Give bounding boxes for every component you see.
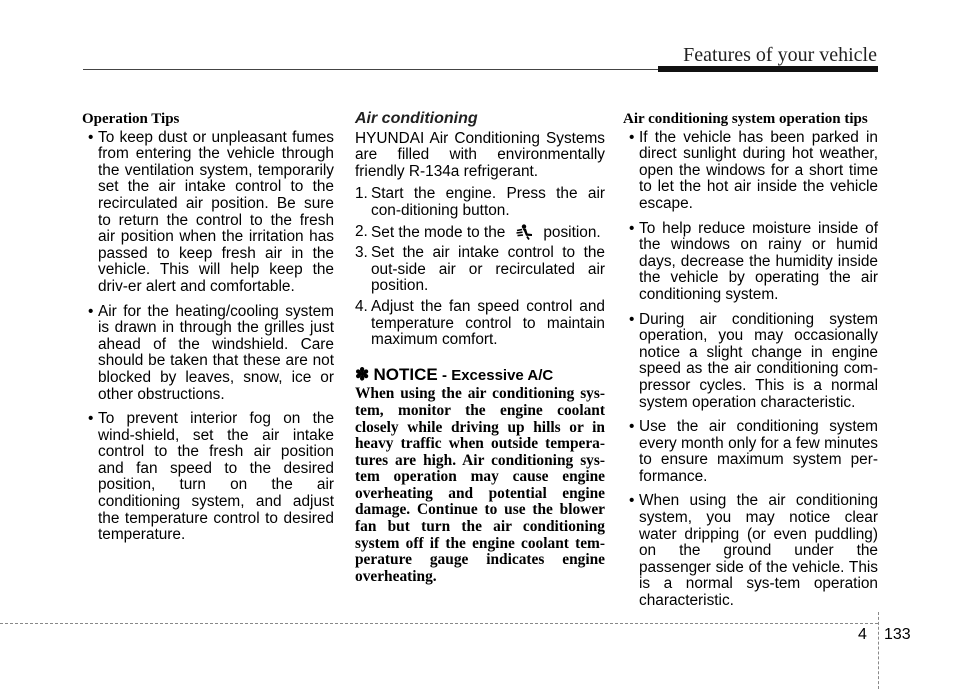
air-conditioning-heading: Air conditioning: [355, 110, 478, 127]
step-text: Start the engine. Press the air con-ditioning button.: [371, 185, 605, 219]
notice-star-icon: ✽: [355, 364, 370, 384]
column-ac-operation-tips: [623, 111, 878, 618]
page-number: 133: [884, 626, 911, 643]
step-item: [355, 245, 605, 295]
column-air-conditioning: [355, 111, 605, 585]
notice-word: NOTICE: [373, 364, 438, 384]
list-item: • To keep dust or unpleasant fumes from entering the vehicle through the ventilation system, temporarily set the air intake control to the recirculated air position. Be sure to return the control to the fresh air position when the irritation has passed to keep fresh air in the vehicle. This will help keep the driv-er alert and comfortable.: [82, 130, 334, 296]
vent-mode-icon: [515, 224, 535, 240]
list-item: • To help reduce moisture inside of the windows on rainy or humid days, decrease the humidity inside the vehicle by operating the air conditioning system.: [623, 221, 878, 304]
step-item: [355, 299, 605, 349]
air-conditioning-steps: [355, 186, 605, 348]
ac-operation-tips-list: [623, 130, 878, 610]
list-item: • Air for the heating/cooling system is drawn in through the grilles just ahead of the windshield. Care should be taken that these are not blocked by leaves, snow, ice or other obstructions.: [82, 304, 334, 404]
header-rule-accent: [658, 66, 878, 72]
chapter-number: 4: [858, 626, 867, 643]
step-text: Adjust the fan speed control and temperature control to maintain maximum comfort.: [371, 297, 605, 349]
operation-tips-list: [82, 130, 334, 544]
notice-body: When using the air conditioning sys-tem, monitor the engine coolant closely while driving up hills or in heavy traffic when outside tempera-tures are high. Air conditioning sys-tem operation may cause engine overheating and potential engine damage. Continue to use the blower fan but turn the air conditioning system off if the engine coolant tem-perature gauge indicates engine overheating.: [355, 385, 605, 585]
air-conditioning-intro: HYUNDAI Air Conditioning Systems are filled with environmentally friendly R-134a refrigerant.: [355, 129, 605, 180]
step-number: 4.: [355, 297, 368, 315]
list-item: • Use the air conditioning system every month only for a few minutes to ensure maximum system per-formance.: [623, 419, 878, 485]
list-item: • If the vehicle has been parked in direct sunlight during hot weather, open the windows for a short time to let the hot air inside the vehicle escape.: [623, 130, 878, 213]
operation-tips-heading: Operation Tips: [82, 111, 180, 127]
list-item: • During air conditioning system operation, you may occasionally notice a slight change in engine speed as the air conditioning com-pressor cycles. This is a normal system operation characteristic.: [623, 312, 878, 412]
page-number-divider: [878, 612, 879, 689]
column-operation-tips: [82, 111, 334, 552]
step-text: Set the air intake control to the out-side air or recirculated air position.: [371, 244, 605, 295]
list-item: • When using the air conditioning system, you may notice clear water dripping (or even puddling) on the ground under the passenger side of the vehicle. This is a normal sys-tem operation characteristic.: [623, 493, 878, 609]
list-item: • To prevent interior fog on the wind-shield, set the air intake control to the fresh air position and fan speed to the desired position, turn on the air conditioning system, and adjust the temperature control to desired temperature.: [82, 411, 334, 544]
step-item: [355, 186, 605, 219]
step-number: 3.: [355, 244, 368, 262]
step-item: [355, 224, 605, 242]
header-section-title: Features of your vehicle: [683, 44, 877, 66]
step-number: 2.: [355, 222, 368, 240]
footer-rule: [0, 623, 878, 624]
notice-subtitle: - Excessive A/C: [442, 366, 554, 384]
step-text: Set the mode to the: [371, 223, 506, 241]
step-text-after: position.: [543, 223, 601, 241]
notice-heading: [355, 364, 605, 385]
step-number: 1.: [355, 185, 368, 203]
ac-operation-tips-heading: Air conditioning system operation tips: [623, 111, 868, 127]
